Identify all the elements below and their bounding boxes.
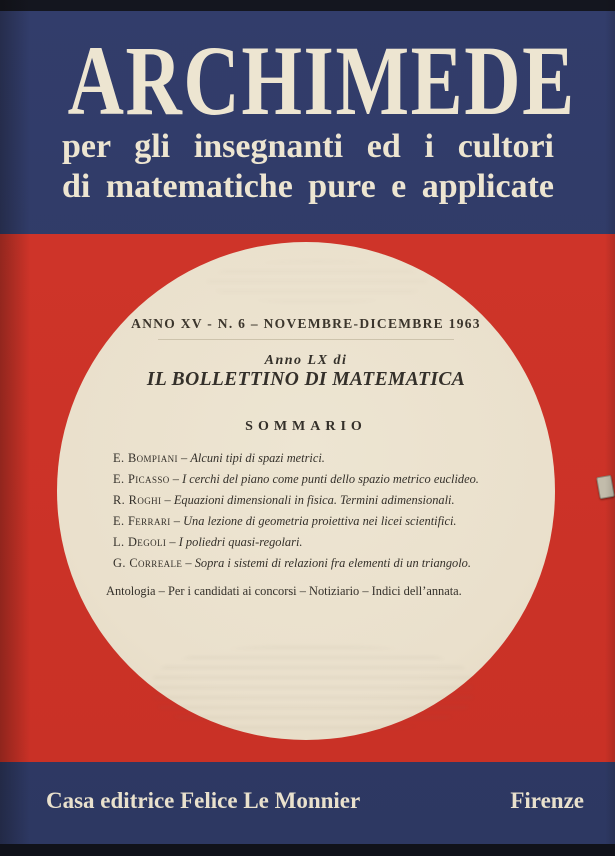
toc-author: R. Roghi [113, 493, 162, 507]
antologia-line: Antologia – Per i candidati ai concorsi – Notiziario – Indici dell’annata. [106, 584, 462, 598]
top-photo-edge [0, 0, 615, 11]
show-through-ghost-text [207, 260, 427, 304]
divider-rule [158, 339, 454, 340]
toc-item: E. Bompiani – Alcuni tipi di spazi metrici. [113, 451, 325, 465]
toc-article-title: Equazioni dimensionali in fisica. Termini adimensionali. [173, 493, 455, 507]
publisher-city: Firenze [510, 788, 584, 813]
journal-subtitle-line2: di matematiche pure e applicate [62, 168, 554, 205]
toc-item: G. Correale – Sopra i sistemi di relazioni fra elementi di un triangolo. [113, 556, 471, 570]
toc-item: E. Ferrari – Una lezione di geometria proiettiva nei licei scientifici. [113, 514, 457, 528]
toc-author: E. Picasso [113, 472, 170, 486]
publisher-name: Casa editrice Felice Le Monnier [46, 788, 361, 813]
toc-item: E. Picasso – I cerchi del piano come punti dello spazio metrico euclideo. [113, 472, 479, 486]
toc-author: L. Degoli [113, 535, 167, 549]
footer-bar [0, 762, 615, 844]
toc-article-title: I cerchi del piano come punti dello spazio metrico euclideo. [182, 472, 479, 486]
content-circle [57, 242, 555, 740]
bollettino-title: IL BOLLETTINO DI MATEMATICA [146, 369, 466, 390]
toc-author: E. Bompiani [113, 451, 178, 465]
toc-article-title: Alcuni tipi di spazi metrici. [190, 451, 325, 465]
toc-author: E. Ferrari [113, 514, 171, 528]
issue-line: ANNO XV - N. 6 – NOVEMBRE-DICEMBRE 1963 [131, 316, 481, 331]
bottom-photo-edge [0, 844, 615, 856]
bollettino-anno-line: Anno LX di [264, 353, 348, 368]
toc-author: G. Correale [113, 556, 183, 570]
toc-article-title: Una lezione di geometria proiettiva nei licei scientifici. [183, 514, 457, 528]
journal-title: ARCHIMEDE [67, 25, 576, 136]
sommario-heading: SOMMARIO [245, 419, 367, 434]
toc-list [106, 450, 505, 599]
journal-subtitle-line1: per gli insegnanti ed i cultori [62, 128, 554, 165]
journal-subtitle [62, 127, 554, 207]
toc-item: L. Degoli – I poliedri quasi-regolari. [113, 535, 303, 549]
toc-item: R. Roghi – Equazioni dimensionali in fisica. Termini adimensionali. [113, 493, 455, 507]
toc-article-title: I poliedri quasi-regolari. [178, 535, 303, 549]
toc-article-title: Sopra i sistemi di relazioni fra elementi di un triangolo. [194, 556, 471, 570]
